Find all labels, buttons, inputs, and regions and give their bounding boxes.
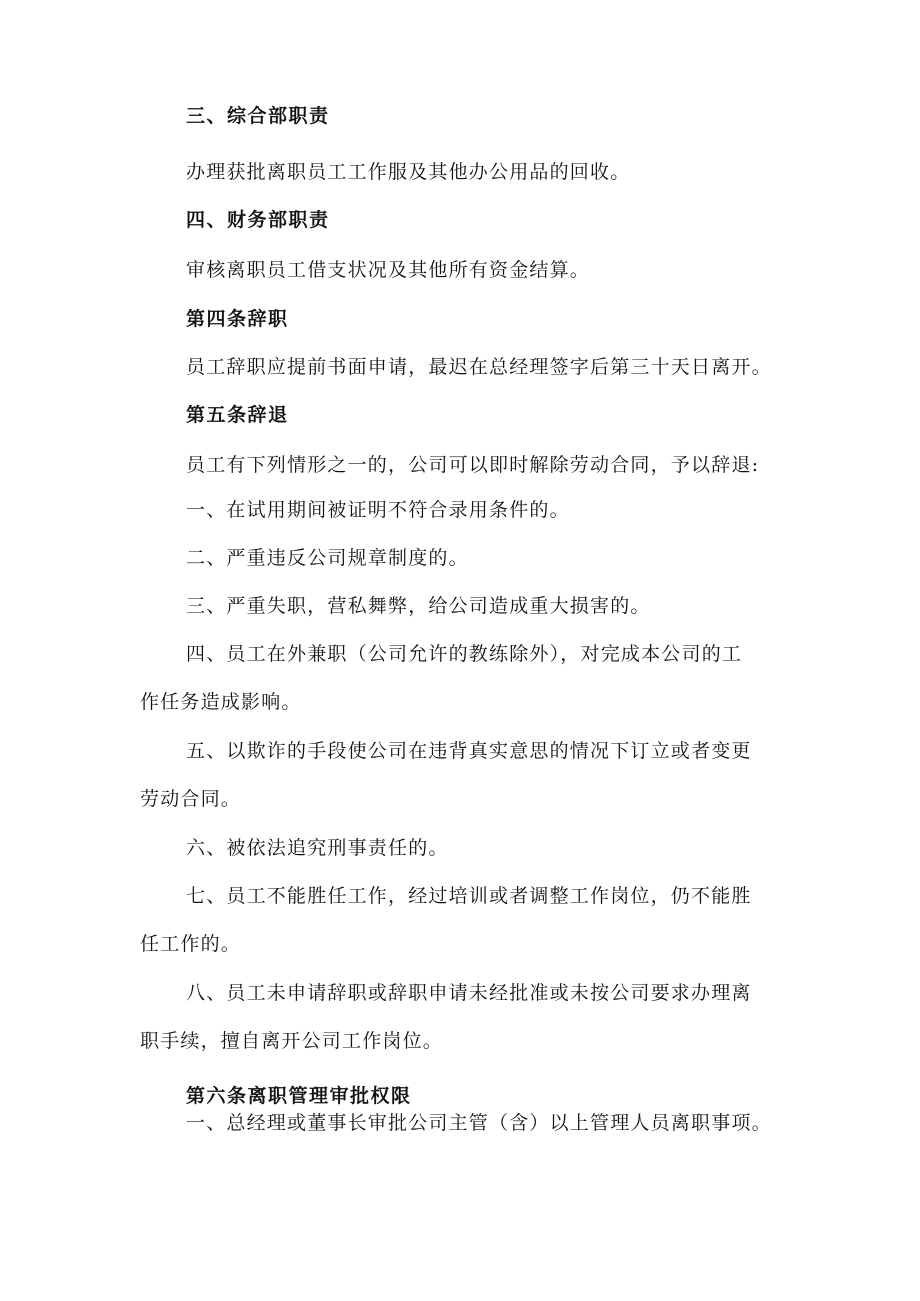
list-item-dismissal-2: 二、严重违反公司规章制度的。 [186,547,469,569]
paragraph-approval-item-1: 一、总经理或董事长审批公司主管（含）以上管理人员离职事项。 [186,1112,772,1134]
article-heading-resignation: 第四条辞职 [186,308,289,330]
list-item-dismissal-5-line2: 劳动合同。 [140,788,242,810]
paragraph-finance-dept-duty: 审核离职员工借支状况及其他所有资金结算。 [186,259,591,281]
list-item-dismissal-3: 三、严重失职，营私舞弊，给公司造成重大损害的。 [186,595,651,617]
list-item-dismissal-7-line2: 任工作的。 [140,933,242,955]
paragraph-dismissal-intro: 员工有下列情形之一的，公司可以即时解除劳动合同，予以辞退: [186,454,760,476]
list-item-dismissal-8-line1: 八、员工未申请辞职或辞职申请未经批准或未按公司要求办理离 [186,982,752,1004]
section-heading-finance-dept: 四、财务部职责 [186,209,330,231]
article-heading-dismissal: 第五条辞退 [186,404,289,426]
list-item-dismissal-4-line2: 作任务造成影响。 [140,691,302,713]
list-item-dismissal-1: 一、在试用期间被证明不符合录用条件的。 [186,499,570,521]
list-item-dismissal-8-line2: 职手续，擅自离开公司工作岗位。 [140,1030,444,1052]
list-item-dismissal-7-line1: 七、员工不能胜任工作，经过培训或者调整工作岗位，仍不能胜 [186,885,752,907]
section-heading-general-dept: 三、综合部职责 [186,105,330,127]
article-heading-approval-authority: 第六条离职管理审批权限 [186,1085,412,1107]
list-item-dismissal-6: 六、被依法追究刑事责任的。 [186,837,449,859]
paragraph-resignation: 员工辞职应提前书面申请，最迟在总经理签字后第三十天日离开。 [186,356,772,378]
list-item-dismissal-5-line1: 五、以欺诈的手段使公司在违背真实意思的情况下订立或者变更 [186,740,752,762]
list-item-dismissal-4-line1: 四、员工在外兼职（公司允许的教练除外），对完成本公司的工 [186,643,743,665]
paragraph-general-dept-duty: 办理获批离职员工工作服及其他办公用品的回收。 [186,161,631,183]
